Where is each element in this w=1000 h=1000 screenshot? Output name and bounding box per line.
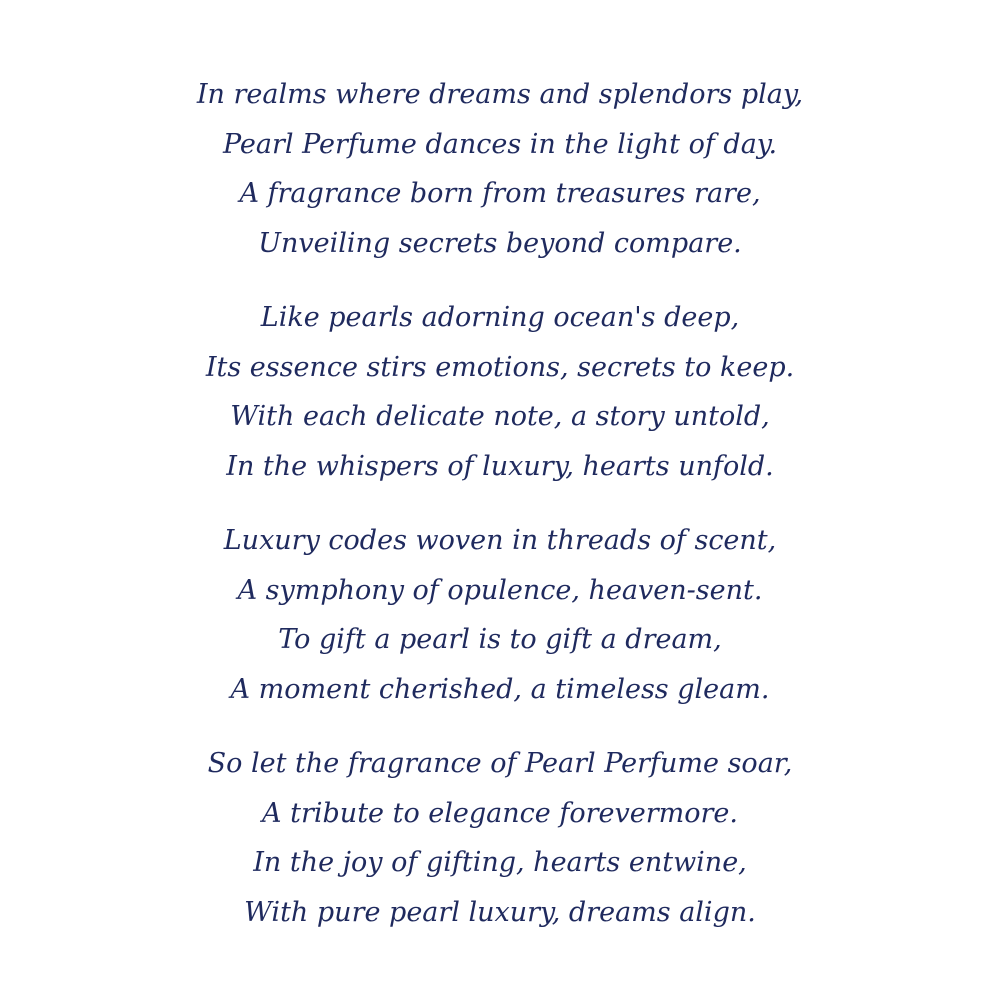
poem <box>0 70 1000 962</box>
poem-line: Like pearls adorning ocean's deep, <box>260 302 740 333</box>
poem-line: A tribute to elegance forevermore. <box>262 797 738 829</box>
poem-line: A moment cherished, a timeless gleam. <box>230 673 770 705</box>
poem-line: Unveiling secrets beyond compare. <box>258 227 742 259</box>
poem-line: Luxury codes woven in threads of scent, <box>223 525 777 556</box>
poem-line: Pearl Perfume dances in the light of day. <box>222 128 778 160</box>
poem-line: With pure pearl luxury, dreams align. <box>244 896 756 928</box>
poem-line: With each delicate note, a story untold, <box>230 401 770 432</box>
poem-line: So let the fragrance of Pearl Perfume soar, <box>207 748 793 779</box>
poem-line: Its essence stirs emotions, secrets to keep. <box>205 351 795 383</box>
poem-line: To gift a pearl is to gift a dream, <box>278 624 722 655</box>
poem-line: In the whispers of luxury, hearts unfold. <box>226 450 774 482</box>
poem-line: In realms where dreams and splendors play, <box>196 79 804 110</box>
poem-line: A symphony of opulence, heaven-sent. <box>237 574 763 606</box>
poem-line: In the joy of gifting, hearts entwine, <box>253 847 747 878</box>
stanza-1 <box>0 70 1000 268</box>
stanza-3 <box>0 516 1000 714</box>
stanza-4 <box>0 739 1000 937</box>
poem-line: A fragrance born from treasures rare, <box>239 178 761 209</box>
stanza-2 <box>0 293 1000 491</box>
